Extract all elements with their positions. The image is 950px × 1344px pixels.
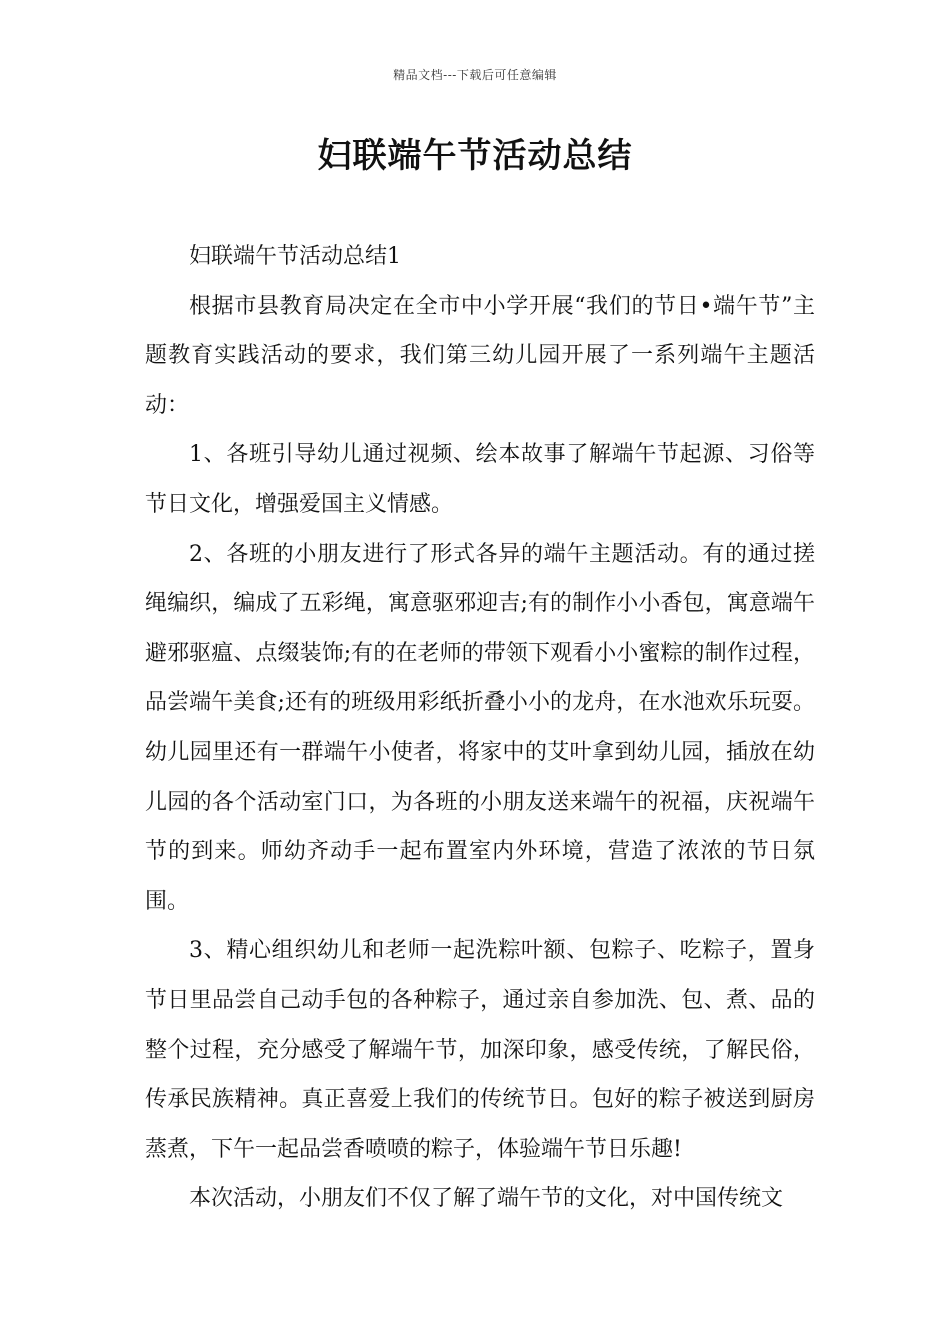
paragraph-item-2: 2、各班的小朋友进行了形式各异的端午主题活动。有的通过搓绳编织，编成了五彩绳，寓意驱邪迎吉;有的制作小小香包，寓意端午避邪驱瘟、点缀装饰;有的在老师的带领下观看小小蜜粽的制作过程，品尝端午美食;还有的班级用彩纸折叠小小的龙舟，在水池欢乐玩耍。幼儿园里还有一群端午小使者，将家中的艾叶拿到幼儿园，插放在幼儿园的各个活动室门口，为各班的小朋友送来端午的祝福，庆祝端午节的到来。师幼齐动手一起布置室内外环境，营造了浓浓的节日氛围。 [145, 541, 815, 914]
paragraph-item-1: 1、各班引导幼儿通过视频、绘本故事了解端午节起源、习俗等节日文化，增强爱国主义情感。 [145, 442, 815, 517]
document-title: 妇联端午节活动总结 [317, 136, 633, 176]
paragraph-intro: 根据市县教育局决定在全市中小学开展“我们的节日•端午节”主题教育实践活动的要求，我们第三幼儿园开展了一系列端午主题活动： [145, 293, 815, 418]
document-body [145, 232, 815, 1224]
header-note: 精品文档---下载后可任意编辑 [393, 68, 557, 82]
section-heading: 妇联端午节活动总结1 [189, 244, 401, 269]
paragraph-item-3: 3、精心组织幼儿和老师一起洗粽叶额、包粽子、吃粽子，置身节日里品尝自己动手包的各种粽子，通过亲自参加洗、包、煮、品的整个过程，充分感受了解端午节，加深印象，感受传统，了解民俗，传承民族精神。真正喜爱上我们的传统节日。包好的粽子被送到厨房蒸煮，下午一起品尝香喷喷的粽子，体验端午节日乐趣! [145, 938, 815, 1162]
paragraph-closing: 本次活动，小朋友们不仅了解了端午节的文化，对中国传统文 [189, 1186, 784, 1212]
